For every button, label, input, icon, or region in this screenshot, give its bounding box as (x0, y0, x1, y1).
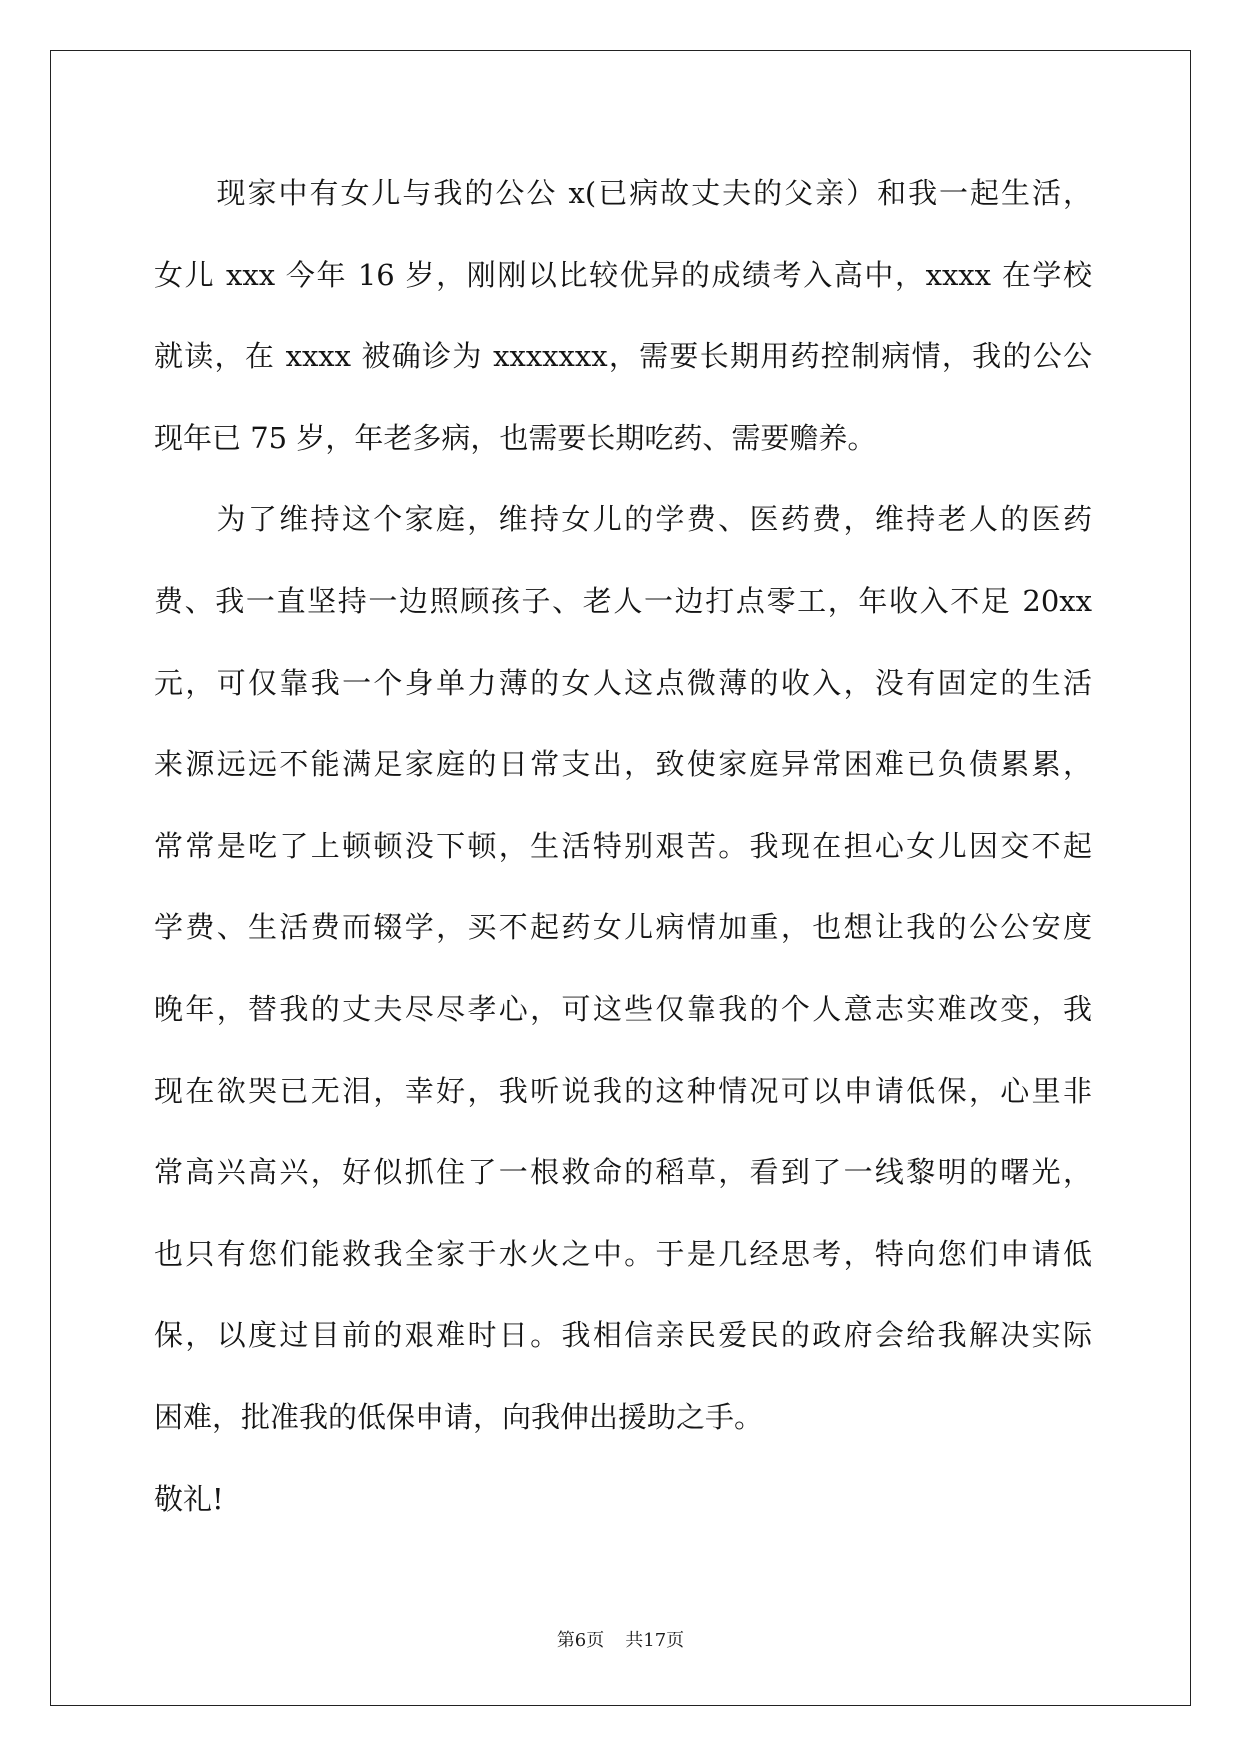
paragraph-line: 现在欲哭已无泪，幸好，我听说我的这种情况可以申请低保，心里非 (154, 1073, 1092, 1108)
paragraph-line: 晚年，替我的丈夫尽尽孝心，可这些仅靠我的个人意志实难改变，我 (154, 991, 1092, 1026)
paragraph-line: 元，可仅靠我一个身单力薄的女人这点微薄的收入，没有固定的生活 (154, 665, 1092, 700)
paragraph-line: 为了维持这个家庭，维持女儿的学费、医药费，维持老人的医药 (216, 502, 1092, 537)
paragraph-line: 困难，批准我的低保申请，向我伸出援助之手。 (154, 1399, 764, 1434)
paragraph-1 (154, 153, 1092, 479)
paragraph-2 (154, 479, 1092, 1458)
paragraph-line: 学费、生活费而辍学，买不起药女儿病情加重，也想让我的公公安度 (154, 910, 1092, 945)
paragraph-line: 现年已 75 岁，年老多病，也需要长期吃药、需要赡养。 (154, 420, 877, 455)
letter-body (154, 153, 1092, 1540)
page-footer (0, 1629, 1241, 1653)
paragraph-line: 现家中有女儿与我的公公 x(已病故丈夫的父亲）和我一起生活， (216, 176, 1092, 210)
closing-salutation: 敬礼! (154, 1481, 224, 1516)
paragraph-line: 女儿 xxx 今年 16 岁，刚刚以比较优异的成绩考入高中，xxxx 在学校 (154, 257, 1092, 292)
paragraph-line: 常高兴高兴，好似抓住了一根救命的稻草，看到了一线黎明的曙光， (154, 1155, 1092, 1190)
paragraph-line: 费、我一直坚持一边照顾孩子、老人一边打点零工，年收入不足 20xx (154, 583, 1092, 618)
paragraph-line: 常常是吃了上顿顿没下顿，生活特别艰苦。我现在担心女儿因交不起 (154, 828, 1092, 863)
paragraph-line: 保，以度过目前的艰难时日。我相信亲民爱民的政府会给我解决实际 (154, 1318, 1092, 1353)
page-number: 第6页 (556, 1630, 605, 1651)
page-total: 共17页 (625, 1630, 685, 1651)
paragraph-line: 来源远远不能满足家庭的日常支出，致使家庭异常困难已负债累累， (154, 747, 1092, 782)
paragraph-line: 就读，在 xxxx 被确诊为 xxxxxxx，需要长期用药控制病情，我的公公 (154, 339, 1092, 374)
paragraph-line: 也只有您们能救我全家于水火之中。于是几经思考，特向您们申请低 (154, 1236, 1092, 1271)
